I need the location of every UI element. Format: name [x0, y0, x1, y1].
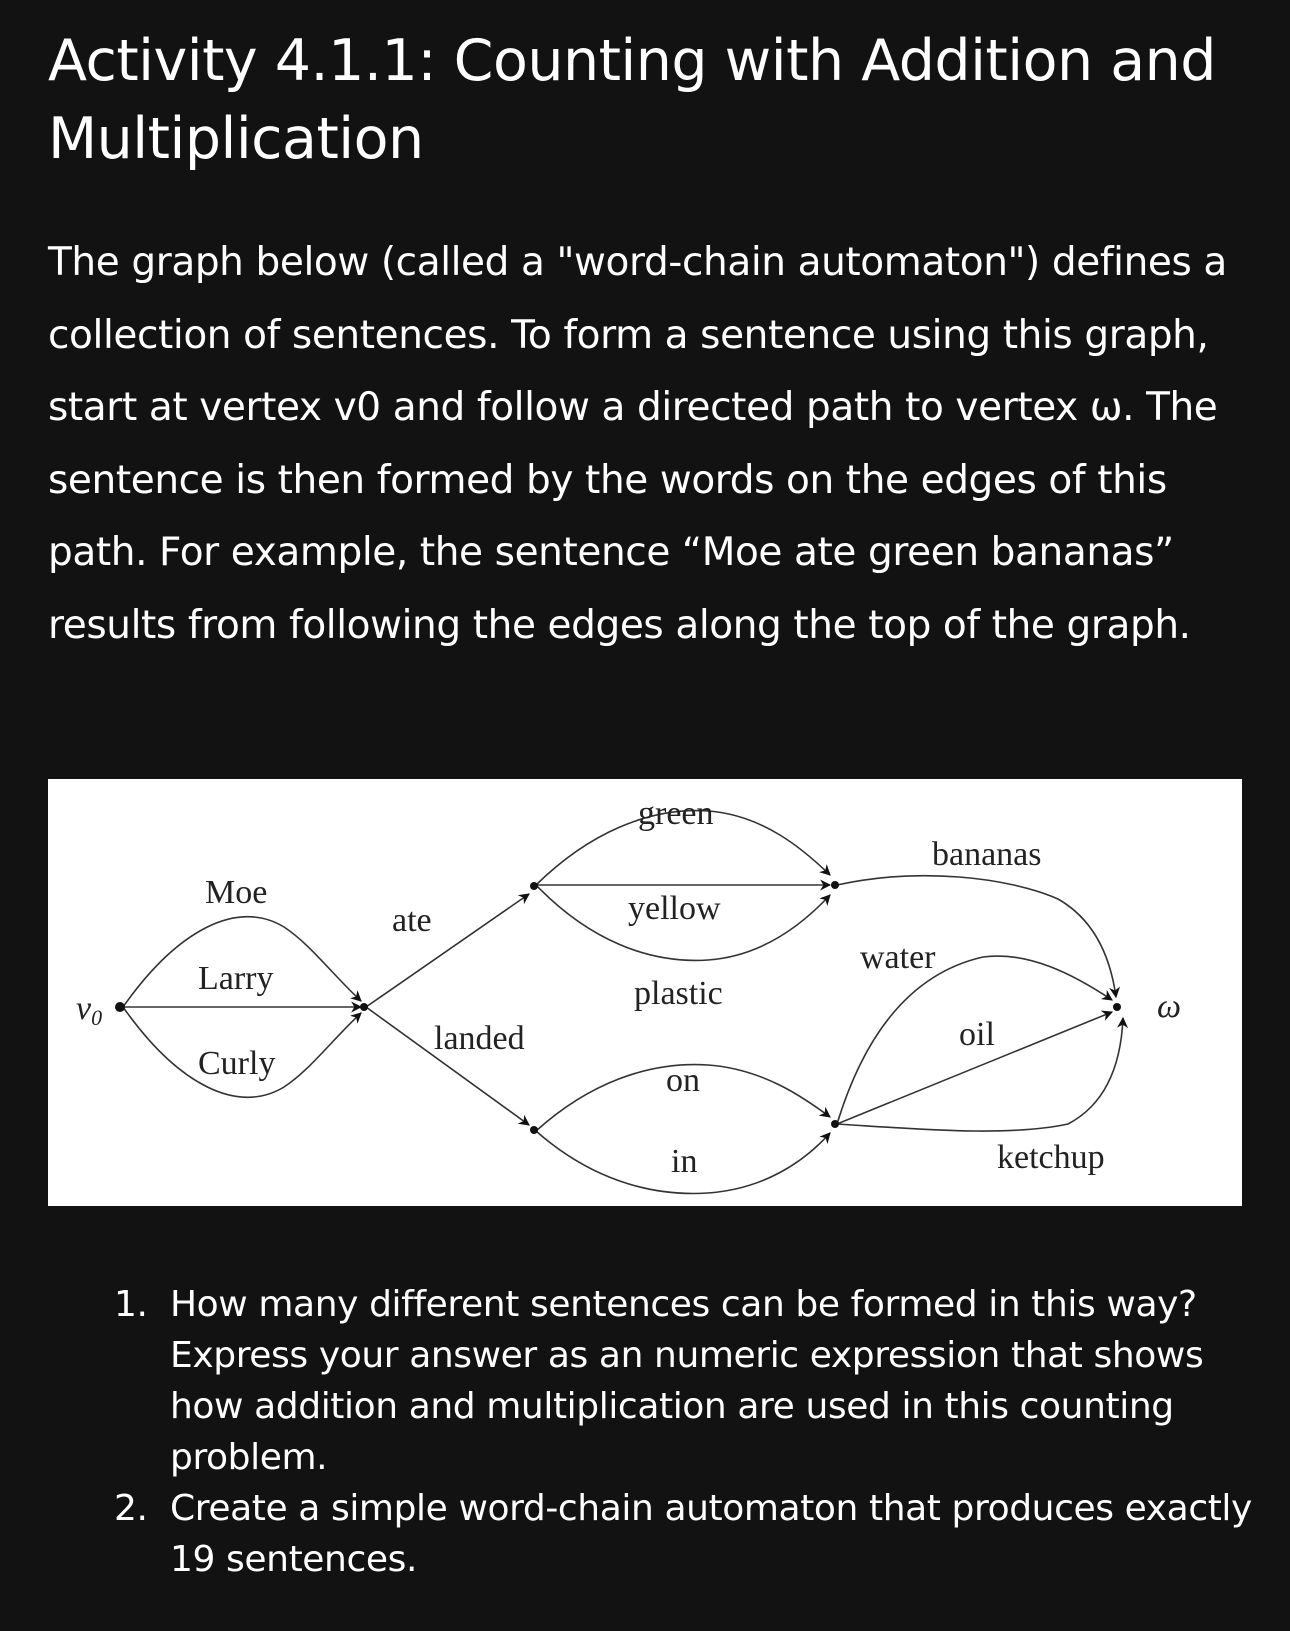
label-in: in [671, 1143, 698, 1180]
vertex-omega-label: ω [1157, 988, 1182, 1025]
question-number: 2. [114, 1488, 148, 1529]
vertex-omega [1113, 1003, 1121, 1011]
question-number: 1. [114, 1284, 148, 1325]
label-curly: Curly [198, 1045, 276, 1082]
intro-paragraph: The graph below (called a "word-chain automaton") defines a collection of sentences. To form a sentence using this graph, start at vertex v0 and follow a directed path to vertex ω. The sentence is then formed by the words on the edges of this path. For example, the sentence “Moe ate green bananas” results from following the edges along the top of the graph. [48, 240, 1227, 648]
question-text: Create a simple word-chain automaton that produces exactly 19 sentences. [170, 1488, 1252, 1580]
label-green: green [638, 795, 714, 832]
label-bananas: bananas [932, 836, 1042, 873]
activity-title: Activity 4.1.1: Counting with Addition and Multiplication [48, 28, 1216, 172]
edge-ate [366, 894, 529, 1007]
question-item [110, 1279, 1260, 1483]
vertex-d [831, 881, 839, 889]
vertex-v0-label [76, 990, 102, 1030]
word-chain-automaton-figure [48, 779, 1242, 1206]
edge-bananas [837, 876, 1116, 997]
vertex-b [530, 882, 538, 890]
label-water: water [860, 939, 936, 976]
label-landed: landed [434, 1020, 525, 1057]
label-larry: Larry [198, 960, 274, 997]
word-chain-automaton-graph [48, 779, 1242, 1206]
vertex-c [530, 1126, 538, 1134]
vertex-v0-subscript: 0 [91, 1005, 103, 1030]
label-plastic: plastic [634, 975, 723, 1012]
label-yellow: yellow [628, 890, 721, 927]
label-oil: oil [959, 1016, 995, 1053]
question-text: How many different sentences can be formed in this way? Express your answer as an numeric expression that shows how addition and multiplication are used in this counting problem. [170, 1284, 1204, 1478]
vertex-v0 [115, 1002, 125, 1012]
label-moe: Moe [205, 874, 268, 911]
vertex-v0-letter: v [76, 990, 92, 1027]
vertex-a [360, 1003, 368, 1011]
question-list [110, 1279, 1260, 1585]
label-ketchup: ketchup [997, 1139, 1105, 1176]
label-on: on [666, 1062, 700, 1099]
question-item [110, 1483, 1260, 1585]
vertex-e [831, 1120, 839, 1128]
label-ate: ate [392, 902, 432, 939]
